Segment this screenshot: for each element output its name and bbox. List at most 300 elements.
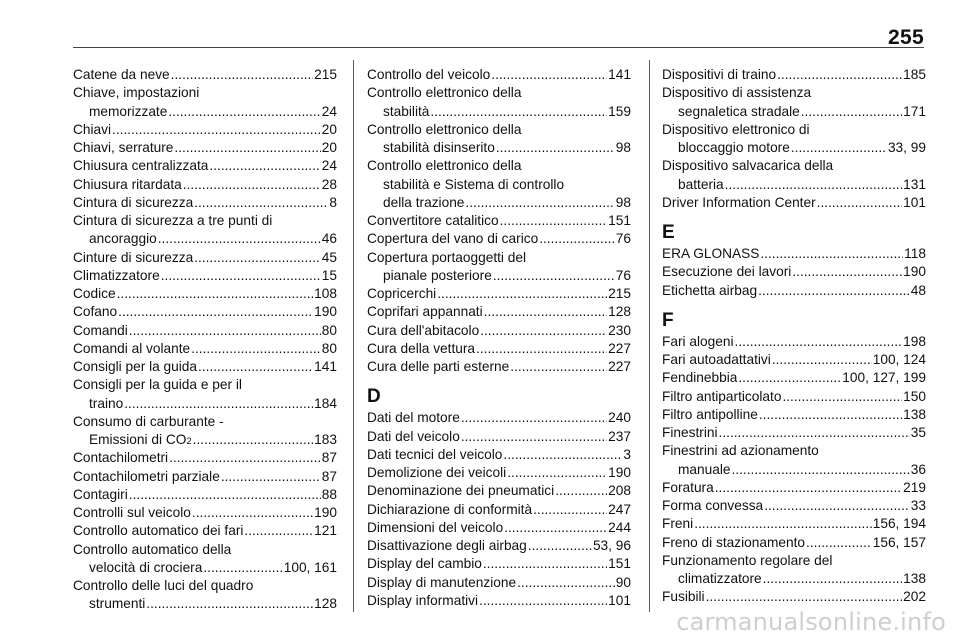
entry-term: Denominazione dei pneumatici [367,483,555,499]
entry-term: Foratura [662,479,714,495]
entry-pages: 76 [615,231,631,247]
entry-line [73,486,337,504]
entry-pages: 101 [903,194,926,210]
entry-pages: 36 [910,461,926,477]
entry-pages: 128 [314,596,337,612]
index-entry [662,479,926,497]
entry-line [662,84,926,102]
entry-line [73,249,337,267]
entry-line: Emissioni di CO 2 ..... 183 [73,431,337,449]
entry-pages: 76 [615,267,631,283]
entry-term: Consumo di carburante - [73,413,224,429]
entry-pages: 33 [910,498,926,513]
entry-line [73,230,337,248]
entry-pages: 198 [903,333,926,349]
entry-pages: 128 [608,304,631,320]
index-entry [367,464,631,482]
dot-leader [760,245,903,263]
index-entry [662,534,926,552]
index-entry [367,501,631,519]
entry-line [662,245,926,263]
index-entry [367,212,631,230]
dot-leader [507,464,607,482]
entry-line [367,482,631,500]
index-entry [73,285,337,303]
entry-pages: 100, 127, 199 [842,370,926,386]
index-entry [73,66,337,84]
index-entry [73,303,337,321]
entry-line [73,103,337,121]
column-divider [353,60,354,612]
dot-leader [510,358,607,376]
entry-line [367,555,631,573]
entry-line [367,176,631,194]
dot-leader [484,303,608,321]
entry-term: Dispositivi di traino [662,67,777,82]
entry-pages: 151 [608,213,631,228]
entry-term: Fusibili [662,589,705,605]
entry-line [73,176,337,194]
dot-leader [171,66,314,84]
entry-pages: 20 [321,121,337,137]
entry-pages: 53, 96 [592,538,631,553]
entry-term: Dimensioni del veicolo [367,519,504,535]
dot-leader [174,139,320,157]
entry-pages: 118 [904,246,926,261]
dot-leader [732,461,910,479]
dot-leader [437,285,607,303]
section-letter: D [367,386,381,408]
entry-line [73,267,337,285]
dot-leader [479,592,607,610]
entry-pages: 141 [314,359,337,374]
index-entry [662,121,926,158]
entry-term: Demolizione dei veicoli [367,465,507,480]
entry-line [73,449,337,467]
entry-pages: 219 [903,479,926,495]
entry-line [367,358,631,376]
entry-line [662,552,926,570]
dot-leader [191,340,321,358]
entry-term: Codice [73,286,116,301]
entry-term: Chiusura ritardata [73,176,182,192]
entry-line [367,66,631,84]
entry-term: Dati del veicolo [367,428,460,444]
entry-term: Dati del motore [367,410,460,426]
index-entry [662,497,926,515]
entry-pages: 87 [321,450,337,466]
entry-pages: 227 [608,359,631,374]
entry-pages: 121 [314,523,337,539]
index-entry [367,446,631,464]
entry-line [662,515,926,533]
dot-leader [539,230,615,248]
entry-line [662,534,926,552]
dot-leader [161,267,321,285]
entry-pages: 156, 157 [872,534,926,550]
dot-leader [504,519,607,537]
entry-pages: 240 [608,410,631,426]
entry-line [73,522,337,540]
dot-leader [221,468,321,486]
entry-line [662,66,926,84]
entry-line [73,212,337,230]
watermark: carmanualsonline.info [676,608,946,636]
index-entry [367,157,631,212]
entry-pages: 215 [608,286,631,301]
dot-leader [715,479,902,497]
entry-line [662,351,926,369]
entry-line [73,413,337,431]
entry-term: Catene da neve [73,67,170,82]
entry-line [367,322,631,340]
index-entry [73,486,337,504]
entry-pages: 24 [321,158,337,174]
dot-leader [817,194,902,212]
index-entry [73,541,337,578]
dot-leader [129,486,321,504]
dot-leader [491,66,607,84]
index-entry [662,388,926,406]
entry-line [662,194,926,212]
entry-term: pianale posteriore [383,267,492,283]
dot-leader [124,395,313,413]
entry-pages: 150 [903,388,926,404]
entry-term: Etichetta airbag [662,282,758,298]
entry-term: Chiavi [73,121,112,137]
dot-leader [500,212,608,230]
entry-line [367,267,631,285]
dot-leader [112,121,321,139]
entry-term: Dispositivo di assistenza [662,85,812,101]
dot-leader [203,559,282,577]
index-entry [367,66,631,84]
entry-line [73,595,337,613]
index-entry [367,121,631,158]
index-entry [367,285,631,303]
entry-pages: 171 [903,103,926,119]
entry-term: Controllo elettronico della [367,121,522,137]
entry-term: Dichiarazione di conformità [367,501,533,517]
dot-leader [801,103,902,121]
entry-term: Controllo delle luci del quadro [73,578,254,593]
entry-term: Copricerchi [367,286,437,301]
index-entry [73,176,337,194]
entry-line [662,442,926,460]
dot-leader [528,537,592,555]
entry-term: Controllo automatico dei fari [73,523,244,539]
index-entry [662,333,926,351]
dot-leader [194,249,321,267]
entry-line [73,559,337,577]
index-column-3 [662,66,926,607]
entry-pages: 141 [608,67,631,82]
entry-pages: 190 [608,465,631,480]
entry-line [73,468,337,486]
index-entry [367,84,631,121]
entry-term: della trazione [383,194,465,210]
entry-line [662,424,926,442]
entry-line [662,479,926,497]
entry-pages: 88 [321,486,337,502]
entry-term: Dispositivo salvacarica della [662,158,834,174]
dot-leader [483,555,607,573]
entry-pages: 202 [903,589,926,605]
entry-term: Fari alogeni [662,333,734,349]
entry-pages: 45 [321,249,337,265]
entry-pages: 8 [329,194,337,210]
entry-pages: 227 [608,340,631,356]
entry-pages: 138 [903,406,926,422]
entry-term: Display del cambio [367,556,482,572]
entry-line [73,322,337,340]
index-entry [662,442,926,479]
index-entry [662,552,926,589]
entry-term: Chiusura centralizzata [73,158,209,174]
index-entry [662,245,926,263]
dot-leader [168,103,320,121]
entry-term: velocità di crociera [89,559,203,575]
dot-leader [461,409,607,427]
index-entry [662,406,926,424]
entry-line [367,194,631,212]
index-entry [73,340,337,358]
entry-term: segnaletica stradale [678,103,800,119]
entry-line [367,103,631,121]
entry-line [367,303,631,321]
dot-leader [117,285,314,303]
entry-line [367,409,631,427]
page-number: 255 [888,26,924,49]
entry-term: Forma convessa [662,498,764,513]
entry-term: ancoraggio [89,231,157,247]
index-entry [73,522,337,540]
entry-term: Controllo del veicolo [367,67,491,82]
entry-pages: 190 [903,264,926,280]
dot-leader [555,482,607,500]
entry-line [662,461,926,479]
dot-leader [461,428,607,446]
entry-term: strumenti [89,596,146,612]
entry-line [367,84,631,102]
entry-line [367,157,631,175]
dot-leader [772,351,872,369]
entry-pages: 3 [623,446,631,462]
dot-leader [480,322,607,340]
entry-pages: 185 [903,67,926,82]
entry-line [367,537,631,555]
entry-line [367,574,631,592]
index-entry [662,157,926,194]
entry-pages: 87 [321,468,337,484]
entry-line [73,577,337,595]
entry-line [73,66,337,84]
entry-term: Cura dell'abitacolo [367,322,480,338]
entry-line [73,395,337,413]
column-divider [649,60,650,612]
entry-line [662,282,926,300]
entry-line [662,497,926,515]
entry-line [73,121,337,139]
dot-leader [129,322,321,340]
index-entry [73,322,337,340]
entry-line [73,303,337,321]
entry-pages: 230 [608,322,631,338]
entry-term: Funzionamento regolare del [662,552,833,568]
entry-line [367,446,631,464]
index-entry [73,212,337,249]
index-entry [73,157,337,175]
entry-pages: 159 [608,103,631,119]
entry-pages: 190 [314,304,337,320]
entry-line [73,358,337,376]
section-letter: E [662,222,675,243]
entry-line [367,519,631,537]
dot-leader [517,574,615,592]
index-entry [367,592,631,610]
entry-line [73,340,337,358]
index-entry [367,428,631,446]
dot-leader [192,504,313,522]
entry-line [662,570,926,588]
entry-term: bloccaggio motore [678,140,790,155]
index-entry [662,282,926,300]
dot-leader [792,263,902,281]
index-entry [662,84,926,121]
header-rule [73,47,924,48]
entry-pages: 28 [321,176,337,192]
section-letter: F [662,309,674,331]
entry-line [73,376,337,394]
dot-leader [146,595,313,613]
dot-leader [496,139,615,157]
entry-term: Cofano [73,304,118,320]
dot-leader [725,176,903,194]
entry-pages: 24 [321,103,337,119]
entry-term: ERA GLONASS [662,246,760,261]
index-entry [367,249,631,286]
entry-pages: 131 [903,176,926,192]
entry-pages: 244 [608,519,631,535]
entry-term: stabilità e Sistema di controllo [383,176,565,192]
dot-leader [763,570,902,588]
entry-pages: 80 [321,340,337,356]
index-entry [73,121,337,139]
entry-term: Chiavi, serrature [73,140,174,155]
entry-line [73,139,337,157]
entry-pages: 98 [615,194,631,210]
index-entry [367,340,631,358]
dot-leader [158,230,321,248]
dot-leader [759,406,902,424]
index-entry [662,369,926,387]
entry-term: manuale [678,461,731,477]
entry-term: Esecuzione dei lavori [662,264,792,280]
entry-line [367,249,631,267]
entry-pages: 48 [910,282,926,298]
index-entry [73,84,337,121]
entry-pages: 190 [314,505,337,520]
index-entry [73,413,337,450]
entry-term: Driver Information Center [662,194,816,210]
index-entry [662,194,926,212]
entry-line [73,194,337,212]
index-entry [662,588,926,606]
dot-leader [244,522,313,540]
entry-pages: 15 [321,267,337,283]
entry-term: Cura delle parti esterne [367,359,510,374]
entry-line [662,263,926,281]
index-entry [662,515,926,533]
entry-line [662,369,926,387]
index-entry [73,376,337,413]
entry-term: Filtro antiparticolato [662,388,782,404]
index-entry [662,66,926,84]
entry-term: Climatizzatore [73,267,160,283]
dot-leader [430,103,607,121]
entry-pages: 90 [615,574,631,590]
entry-term: Cintura di sicurezza a tre punti di [73,213,273,228]
entry-term: memorizzate [89,103,168,119]
entry-line [662,588,926,606]
dot-leader [465,194,614,212]
index-entry [73,577,337,614]
dot-leader [194,194,328,212]
entry-pages: 100, 161 [283,559,337,575]
entry-term: Disattivazione degli airbag [367,538,527,553]
entry-line [367,230,631,248]
dot-leader [764,497,910,515]
dot-leader [738,369,841,387]
entry-term: Dati tecnici del veicolo [367,446,503,462]
entry-line [662,176,926,194]
entry-term: Finestrini ad azionamento [662,443,819,459]
entry-term: Freno di stazionamento [662,534,806,550]
entry-term: traino [89,395,124,411]
entry-line [662,157,926,175]
entry-line [367,121,631,139]
entry-pages: 33, 99 [887,140,926,155]
dot-leader [694,515,872,533]
entry-term: Controllo automatico della [73,541,232,557]
entry-term: Filtro antipolline [662,406,758,422]
entry-term: Emissioni di CO [89,432,187,447]
index-entry [367,230,631,248]
entry-line [73,84,337,102]
entry-term: Display di manutenzione [367,574,517,590]
entry-term: Freni [662,516,694,532]
entry-line [367,285,631,303]
dot-leader [706,588,903,606]
index-entry [73,249,337,267]
entry-line [662,139,926,157]
entry-term: Comandi al volante [73,340,191,356]
index-entry [73,504,337,522]
entry-pages: 100, 124 [872,352,926,367]
entry-term: Contagiri [73,486,128,502]
entry-term: Contachilometri parziale [73,468,220,484]
entry-line [367,592,631,610]
entry-term: Cura della vettura [367,340,476,356]
entry-term: Controllo elettronico della [367,158,522,174]
index-entry [662,351,926,369]
dot-leader [782,388,902,406]
entry-pages: 237 [608,428,631,444]
entry-pages: 208 [608,483,631,499]
entry-line [367,139,631,157]
entry-term: Comandi [73,322,128,338]
entry-term: Controllo elettronico della [367,85,522,101]
